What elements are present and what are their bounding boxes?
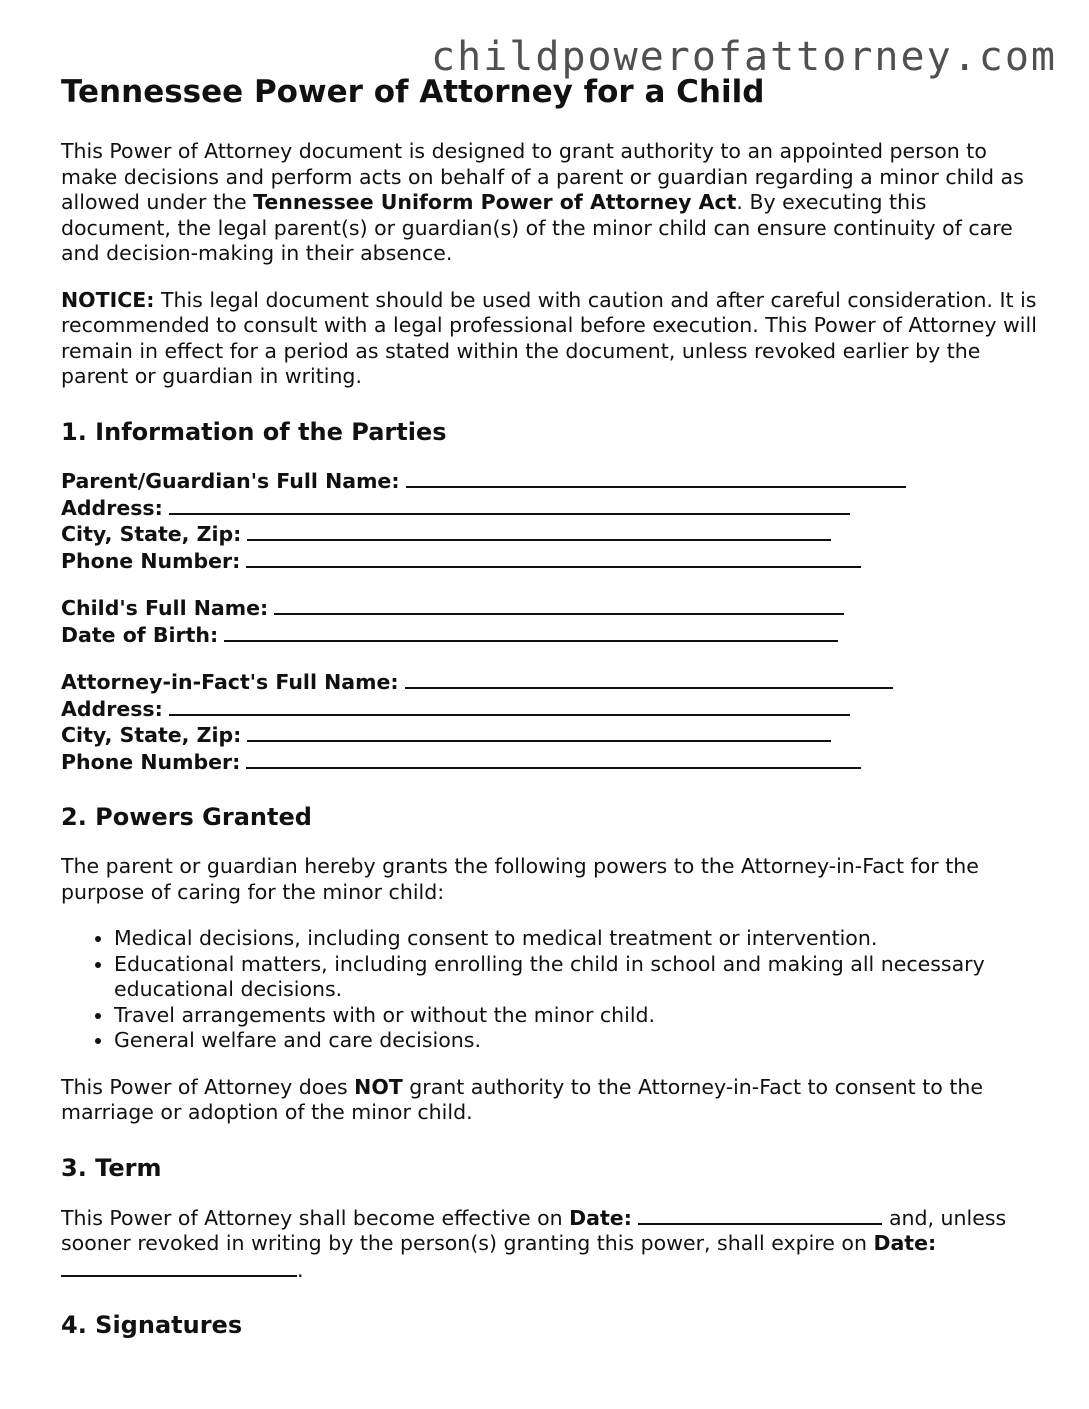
term-text-1: This Power of Attorney shall become effective on	[61, 1205, 570, 1230]
attorney-phone-input-line[interactable]	[246, 749, 861, 769]
attorney-phone-field	[61, 749, 1041, 776]
parent-address-input-line[interactable]	[169, 495, 850, 515]
notice-label: NOTICE:	[61, 287, 155, 312]
field-label: Address:	[61, 495, 163, 520]
section-heading-parties: 1. Information of the Parties	[61, 417, 447, 446]
intro-paragraph	[61, 139, 1041, 267]
term-text-3: .	[297, 1257, 304, 1282]
powers-intro: The parent or guardian hereby grants the following powers to the Attorney-in-Fact for the purpose of caring for the minor child:	[61, 854, 979, 904]
attorney-address-input-line[interactable]	[169, 696, 850, 716]
notice-text: This legal document should be used with caution and after careful consideration. It is recommended to consult with a legal professional before execution. This Power of Attorney will remain in effect for a period as stated within the document, unless revoked earlier by the parent or guardian in writing.	[61, 287, 1037, 389]
field-label: Child's Full Name:	[61, 596, 269, 621]
parent-city-state-zip-field	[61, 521, 1041, 548]
child-name-field	[61, 595, 1041, 622]
effective-date-input-line[interactable]	[638, 1205, 882, 1225]
list-item: • Educational matters, including enrolling the child in school and making all necessary educational decisions.	[114, 952, 1041, 1003]
list-item: • Medical decisions, including consent to medical treatment or intervention.	[114, 926, 1041, 952]
field-label: Phone Number:	[61, 548, 241, 573]
child-name-input-line[interactable]	[274, 595, 844, 615]
field-label: Date of Birth:	[61, 622, 219, 647]
limit-not: NOT	[354, 1074, 403, 1099]
list-item: • General welfare and care decisions.	[114, 1028, 1041, 1054]
parent-city-state-zip-input-line[interactable]	[247, 521, 831, 541]
section-heading-powers: 2. Powers Granted	[61, 803, 312, 832]
parent-name-input-line[interactable]	[406, 468, 906, 488]
child-dob-input-line[interactable]	[224, 622, 838, 642]
limit-text-before: This Power of Attorney does	[61, 1074, 355, 1099]
document-title: Tennessee Power of Attorney for a Child	[61, 74, 765, 110]
watermark: childpowerofattorney.com	[431, 34, 1057, 80]
effective-date-label: Date:	[569, 1205, 632, 1230]
attorney-city-state-zip-field	[61, 722, 1041, 749]
powers-list	[61, 926, 1041, 1054]
field-label: Parent/Guardian's Full Name:	[61, 469, 400, 494]
attorney-name-field	[61, 669, 1041, 696]
child-dob-field	[61, 622, 1041, 649]
intro-act-name: Tennessee Uniform Power of Attorney Act	[253, 190, 737, 215]
section-heading-signatures: 4. Signatures	[61, 1311, 243, 1340]
attorney-address-field	[61, 696, 1041, 723]
expiry-date-label: Date:	[873, 1231, 937, 1256]
term-paragraph	[61, 1205, 1041, 1284]
attorney-city-state-zip-input-line[interactable]	[247, 722, 831, 742]
term-text-2: and, unless sooner revoked in writing by the person(s) granting this power, shall expire on	[61, 1205, 1007, 1256]
parent-info-group	[61, 468, 1041, 574]
field-label: City, State, Zip:	[61, 522, 242, 547]
parent-phone-input-line[interactable]	[246, 548, 861, 568]
intro-text-after: . By executing this document, the legal parent(s) or guardian(s) of the minor child can ensure continuity of care and decision-making in their absence.	[61, 190, 1013, 266]
field-label: City, State, Zip:	[61, 723, 242, 748]
section-heading-term: 3. Term	[61, 1153, 162, 1182]
list-item: • Travel arrangements with or without the minor child.	[114, 1003, 1041, 1029]
document-page	[61, 74, 1041, 1362]
field-label: Attorney-in-Fact's Full Name:	[61, 670, 399, 695]
notice-paragraph	[61, 288, 1041, 390]
field-label: Phone Number:	[61, 749, 241, 774]
intro-text-before: This Power of Attorney document is designed to grant authority to an appointed person to make decisions and perform acts on behalf of a parent or guardian regarding a minor child as allowed under the	[61, 139, 1024, 215]
attorney-info-group	[61, 669, 1041, 775]
limit-text-after: grant authority to the Attorney-in-Fact to consent to the marriage or adoption of the minor child.	[61, 1074, 983, 1125]
expiry-date-input-line[interactable]	[61, 1257, 297, 1277]
child-info-group	[61, 595, 1041, 648]
attorney-name-input-line[interactable]	[405, 669, 893, 689]
field-label: Address:	[61, 696, 163, 721]
parent-phone-field	[61, 548, 1041, 575]
parent-address-field	[61, 495, 1041, 522]
powers-limitation	[61, 1075, 1041, 1126]
parent-name-field	[61, 468, 1041, 495]
